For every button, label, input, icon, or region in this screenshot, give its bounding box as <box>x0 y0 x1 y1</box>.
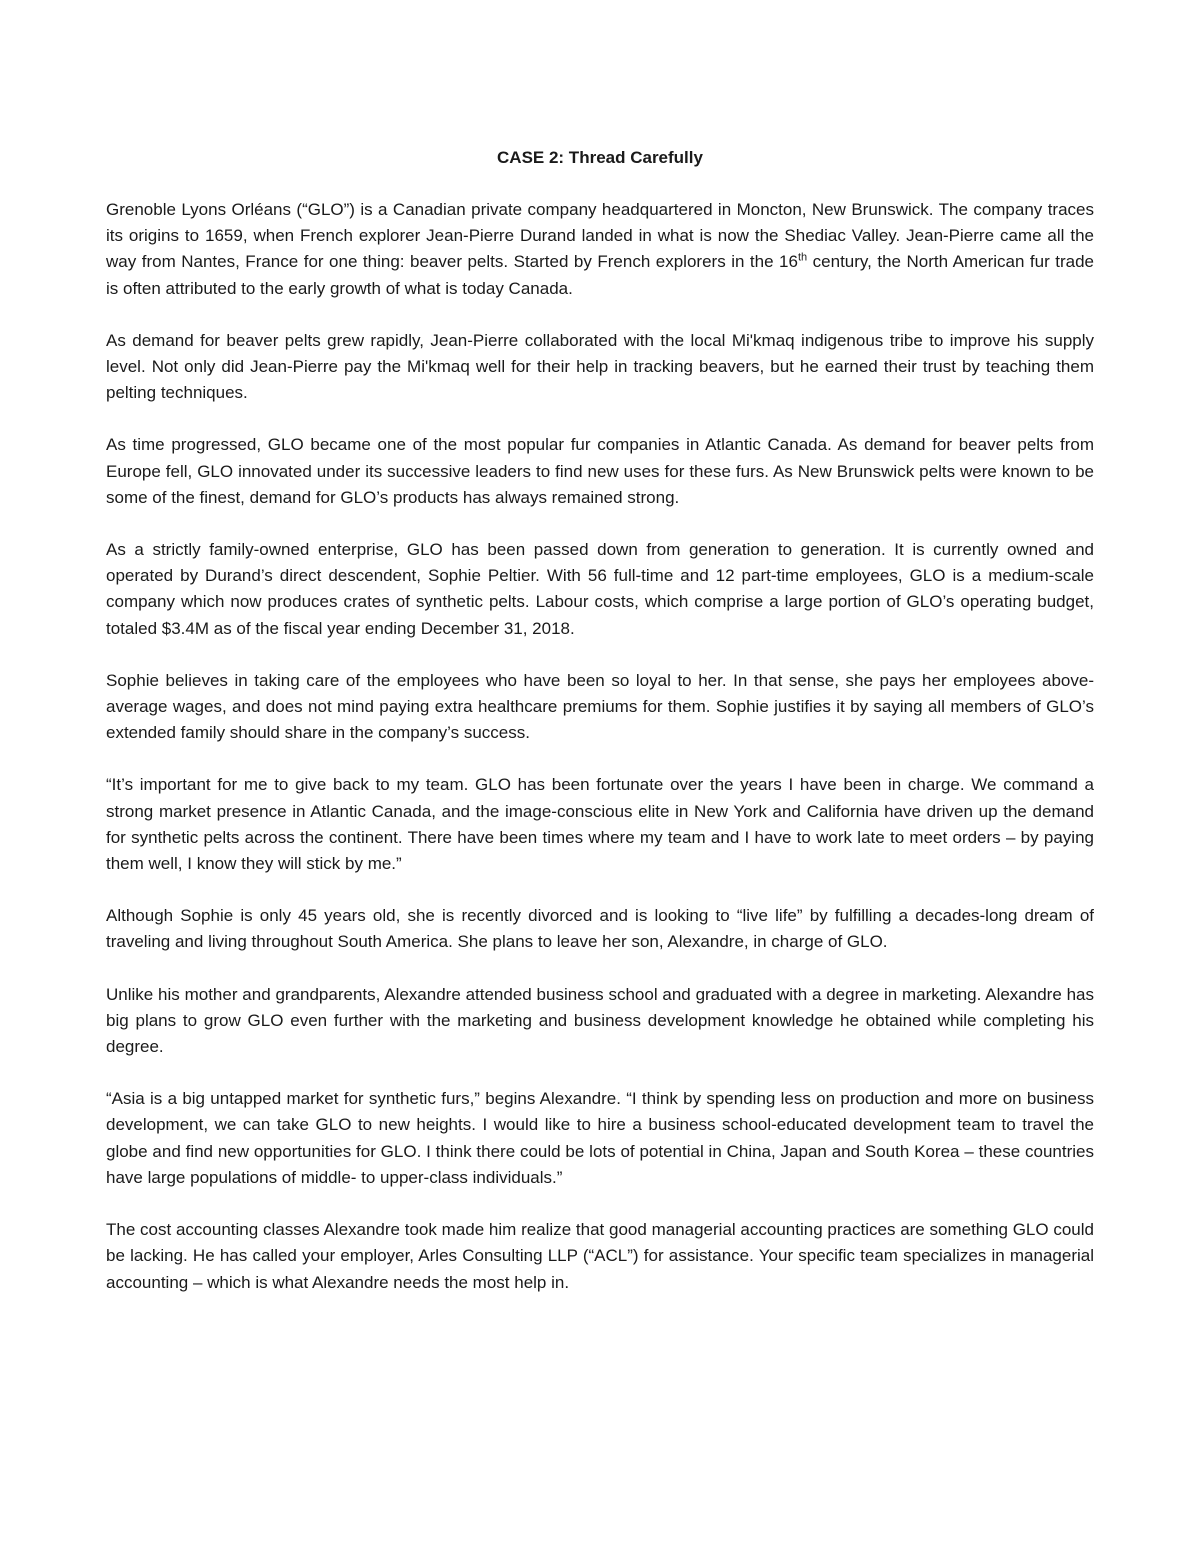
document-title: CASE 2: Thread Carefully <box>497 148 703 167</box>
paragraph-7: Although Sophie is only 45 years old, she is recently divorced and is looking to “live life” by fulfilling a decades-long dream of traveling and living throughout South America. She plans to leave her son, Alexandre, in charge of GLO. <box>106 906 1094 952</box>
paragraph-5: Sophie believes in taking care of the employees who have been so loyal to her. In that sense, she pays her employees above-average wages, and does not mind paying extra healthcare premiums for them. Sophie justifies it by saying all members of GLO’s extended family should share in the company’s success. <box>106 670 1094 743</box>
paragraph-10: The cost accounting classes Alexandre took made him realize that good managerial accounting practices are something GLO could be lacking. He has called your employer, Arles Consulting LLP (“ACL”) for assistance. Your specific team specializes in managerial accounting – which is what Alexandre needs the most help in. <box>106 1220 1094 1292</box>
paragraph-1 <box>106 197 1094 302</box>
superscript-ordinal: th <box>797 251 808 264</box>
paragraph-6: “It’s important for me to give back to my team. GLO has been fortunate over the years I have been in charge. We command a strong market presence in Atlantic Canada, and the image-conscious elite in New York and California have driven up the demand for synthetic pelts across the continent. There have been times where my team and I have to work late to meet orders – by paying them well, I know they will stick by me.” <box>106 775 1094 874</box>
paragraph-3: As time progressed, GLO became one of the most popular fur companies in Atlantic Canada. As demand for beaver pelts from Europe fell, GLO innovated under its successive leaders to find new uses for these furs. As New Brunswick pelts were known to be some of the finest, demand for GLO’s products has always remained strong. <box>106 435 1094 507</box>
document-body <box>106 145 1094 1322</box>
paragraph-1-text-end: century, the North American fur trade is often attributed to the early growth of what is today Canada. <box>106 252 1095 298</box>
paragraph-4: As a strictly family-owned enterprise, GLO has been passed down from generation to generation. It is currently owned and operated by Durand’s direct descendent, Sophie Peltier. With 56 full-time and 12 part-time employees, GLO is a medium-scale company which now produces crates of synthetic pelts. Labour costs, which comprise a large portion of GLO’s operating budget, totaled $3.4M as of the fiscal year ending December 31, 2018. <box>106 540 1094 638</box>
paragraph-2: As demand for beaver pelts grew rapidly, Jean-Pierre collaborated with the local Mi'kmaq indigenous tribe to improve his supply level. Not only did Jean-Pierre pay the Mi'kmaq well for their help in tracking beavers, but he earned their trust by teaching them pelting techniques. <box>106 330 1094 403</box>
paragraph-9: “Asia is a big untapped market for synthetic furs,” begins Alexandre. “I think by spending less on production and more on business development, we can take GLO to new heights. I would like to hire a business school-educated development team to travel the globe and find new opportunities for GLO. I think there could be lots of potential in China, Japan and South Korea – these countries have large populations of middle- to upper-class individuals.” <box>106 1089 1094 1187</box>
paragraph-8: Unlike his mother and grandparents, Alexandre attended business school and graduated with a degree in marketing. Alexandre has big plans to grow GLO even further with the marketing and business development knowledge he obtained while completing his degree. <box>106 984 1094 1057</box>
paragraph-1-text: Grenoble Lyons Orléans (“GLO”) is a Canadian private company headquartered in Moncton, New Brunswick. The company traces its origins to 1659, when French explorer Jean-Pierre Durand landed in what is now the Shediac Valley. Jean-Pierre came all the way from Nantes, France for one thing: beaver pelts. Started by French explorers in the 16 <box>106 200 1094 272</box>
